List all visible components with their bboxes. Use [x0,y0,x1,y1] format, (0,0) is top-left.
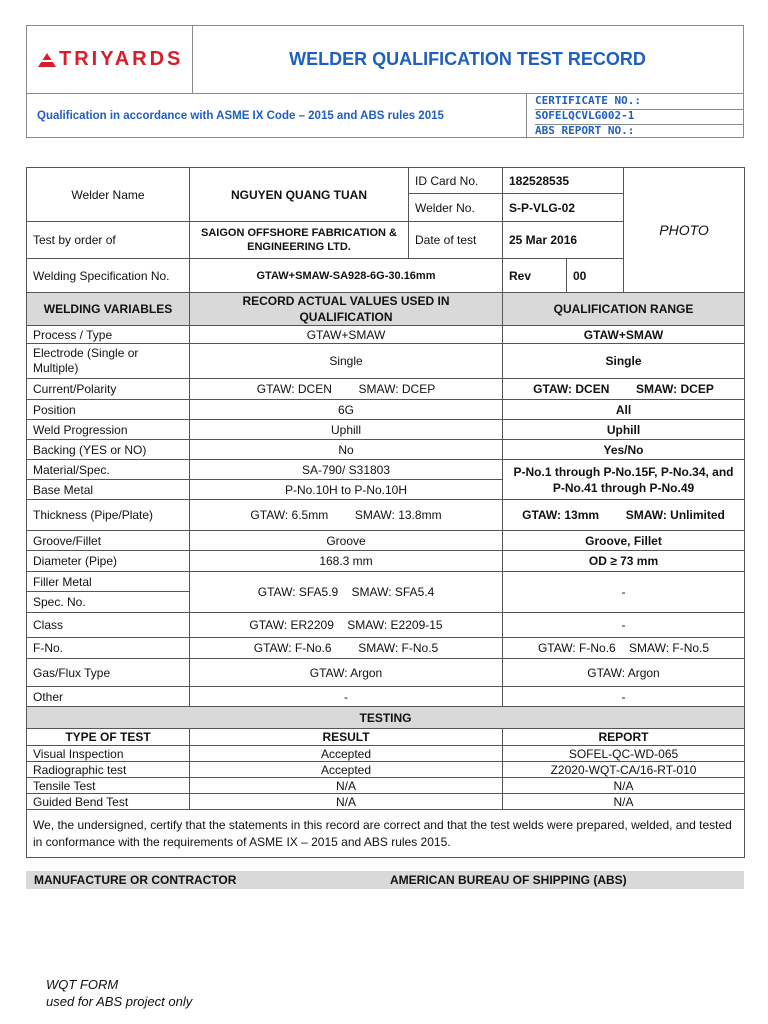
test-result: Accepted [190,746,503,762]
welder-name: NGUYEN QUANG TUAN [190,168,409,222]
variable-qualification-range: Single [503,344,745,379]
qualification-standard: Qualification in accordance with ASME IX Code – 2015 and ABS rules 2015 [27,93,527,138]
table-row [27,379,745,400]
welder-number: S-P-VLG-02 [503,194,624,222]
variable-label: Diameter (Pipe) [27,551,190,572]
variable-actual-value: Groove [190,531,503,551]
test-type: Tensile Test [27,778,190,794]
variable-qualification-range: All [503,400,745,420]
form-usage-note: used for ABS project only [46,994,193,1009]
variable-label: Position [27,400,190,420]
variable-label: Weld Progression [27,420,190,440]
table-row [27,659,745,687]
variable-qualification-range: OD ≥ 73 mm [503,551,745,572]
table-row [27,810,745,858]
welder-name-label: Welder Name [27,168,190,222]
header-box [26,25,744,138]
welder-no-label: Welder No. [409,194,503,222]
variable-qualification-range: - [503,613,745,638]
test-type: Radiographic test [27,762,190,778]
variable-label: Electrode (Single or Multiple) [27,344,190,379]
logo-text: TRIYARDS [59,48,184,70]
table-row [27,326,745,344]
variable-actual-value: GTAW: Argon [190,659,503,687]
test-type: Guided Bend Test [27,794,190,810]
test-report-number: N/A [503,794,745,810]
table-row [27,778,745,794]
variable-label: Material/Spec. [27,460,190,480]
variable-label: Other [27,687,190,707]
variable-actual-value: Single [190,344,503,379]
table-row [27,551,745,572]
form-footer [46,976,192,1010]
table-row [27,638,745,659]
test-order-label: Test by order of [27,222,190,259]
type-of-test-header: TYPE OF TEST [27,729,190,746]
form-name: WQT FORM [46,977,119,992]
id-card-number: 182528535 [503,168,624,194]
table-row [27,420,745,440]
variable-actual-value: 6G [190,400,503,420]
rev-number: 00 [567,259,624,293]
variable-qualification-range: - [503,687,745,707]
table-row [27,794,745,810]
variable-label: Gas/Flux Type [27,659,190,687]
qualification-range-header: QUALIFICATION RANGE [503,293,745,326]
variable-qualification-range: Groove, Fillet [503,531,745,551]
variable-actual-value: GTAW+SMAW [190,326,503,344]
variable-label: Base Metal [27,480,190,500]
variable-label: Class [27,613,190,638]
test-result: N/A [190,794,503,810]
test-type: Visual Inspection [27,746,190,762]
qualification-table [26,167,745,858]
variable-actual-value: GTAW: F-No.6 SMAW: F-No.5 [190,638,503,659]
table-row [27,572,745,592]
actual-values-header: RECORD ACTUAL VALUES USED IN QUALIFICATION [190,293,503,326]
variable-label: Backing (YES or NO) [27,440,190,460]
table-row [27,400,745,420]
test-result: N/A [190,778,503,794]
table-row [27,707,745,729]
welding-variables-header: WELDING VARIABLES [27,293,190,326]
abs-report-label: ABS REPORT NO.: [535,124,635,137]
variable-actual-value: GTAW: ER2209 SMAW: E2209-15 [190,613,503,638]
certificate-label: CERTIFICATE NO.: [535,94,641,107]
photo-placeholder: PHOTO [624,168,745,293]
variable-actual-value: Uphill [190,420,503,440]
date-of-test-label: Date of test [409,222,503,259]
date-of-test: 25 Mar 2016 [503,222,624,259]
abs-signature-label: AMERICAN BUREAU OF SHIPPING (ABS) [390,873,627,887]
test-result: Accepted [190,762,503,778]
table-row [27,746,745,762]
variable-actual-value: GTAW: DCEN SMAW: DCEP [190,379,503,400]
variable-label: Filler Metal [27,572,190,592]
variable-label: Spec. No. [27,592,190,613]
table-row [27,344,745,379]
table-row [27,687,745,707]
variable-actual-value: P-No.10H to P-No.10H [190,480,503,500]
certificate-block [527,93,743,139]
variable-label: Groove/Fillet [27,531,190,551]
variable-qualification-range: P-No.1 through P-No.15F, P-No.34, and P-No.41 through P-No.49 [503,460,745,500]
variable-actual-value: GTAW: 6.5mm SMAW: 13.8mm [190,500,503,531]
variable-qualification-range: Yes/No [503,440,745,460]
company-logo [37,48,183,71]
variable-qualification-range: GTAW+SMAW [503,326,745,344]
variable-qualification-range: GTAW: Argon [503,659,745,687]
result-header: RESULT [190,729,503,746]
table-row [27,440,745,460]
variable-actual-value: No [190,440,503,460]
table-row [27,729,745,746]
variable-label: Thickness (Pipe/Plate) [27,500,190,531]
document-title: WELDER QUALIFICATION TEST RECORD [289,49,646,69]
rev-label: Rev [503,259,567,293]
variable-actual-value: - [190,687,503,707]
report-header: REPORT [503,729,745,746]
variable-qualification-range: - [503,572,745,613]
wps-label: Welding Specification No. [27,259,190,293]
signature-bar [26,871,744,889]
variable-qualification-range: GTAW: 13mm SMAW: Unlimited [503,500,745,531]
variable-qualification-range: GTAW: DCEN SMAW: DCEP [503,379,745,400]
variable-label: Current/Polarity [27,379,190,400]
variable-qualification-range: GTAW: F-No.6 SMAW: F-No.5 [503,638,745,659]
test-report-number: Z2020-WQT-CA/16-RT-010 [503,762,745,778]
variable-qualification-range: Uphill [503,420,745,440]
variable-label: F-No. [27,638,190,659]
table-row [27,762,745,778]
table-row [27,531,745,551]
test-report-number: N/A [503,778,745,794]
table-row [27,460,745,480]
id-card-label: ID Card No. [409,168,503,194]
variable-actual-value: 168.3 mm [190,551,503,572]
variable-actual-value: SA-790/ S31803 [190,460,503,480]
test-report-number: SOFEL-QC-WD-065 [503,746,745,762]
certification-statement: We, the undersigned, certify that the statements in this record are correct and that the test welds were prepared, welded, and tested in conformance with the requirements of ASME IX – 2015 and ABS rules 2015. [27,810,745,858]
table-row [27,500,745,531]
table-row [27,613,745,638]
variable-actual-value: GTAW: SFA5.9 SMAW: SFA5.4 [190,572,503,613]
variable-label: Process / Type [27,326,190,344]
wps-number: GTAW+SMAW-SA928-6G-30.16mm [190,259,503,293]
testing-header: TESTING [27,707,745,729]
certificate-number: SOFELQCVLG002-1 [535,109,635,122]
test-order-company: SAIGON OFFSHORE FABRICATION & ENGINEERING LTD. [190,222,409,259]
triyards-logo-icon [37,52,57,68]
logo-cell [27,26,193,93]
contractor-signature-label: MANUFACTURE OR CONTRACTOR [34,873,237,887]
